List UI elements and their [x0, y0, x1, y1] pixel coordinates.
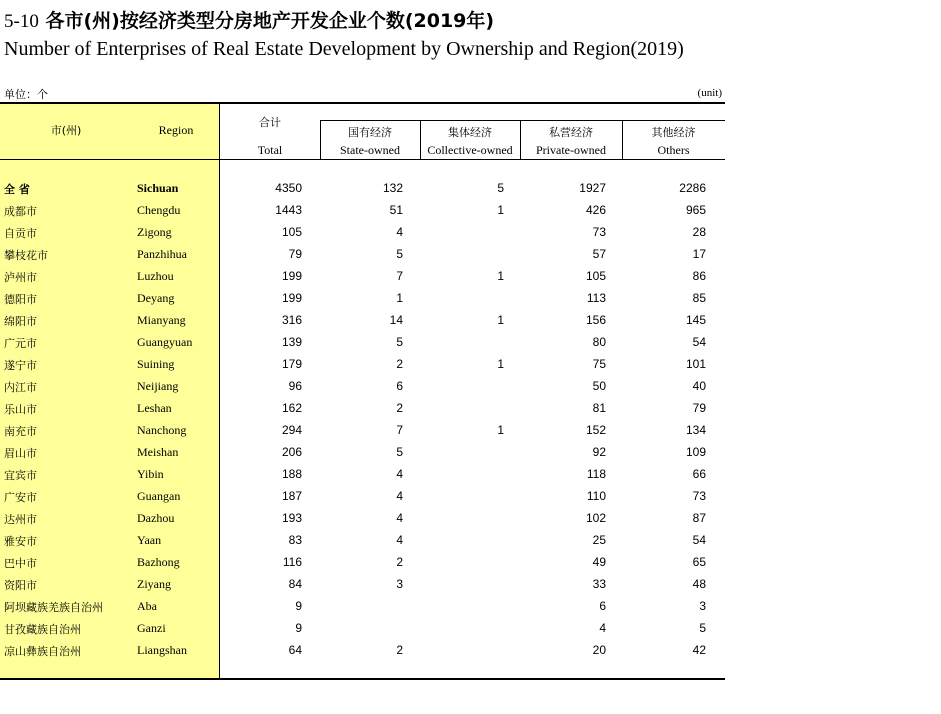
- region-name-en: Meishan: [137, 445, 179, 459]
- header-collective-cn: 集体经济: [448, 126, 492, 139]
- region-name-en: Aba: [137, 599, 157, 613]
- cell-private-owned: 118: [586, 467, 606, 481]
- cell-total: 294: [281, 423, 302, 437]
- header-total-en: Total: [257, 143, 283, 157]
- region-name-en: Ziyang: [137, 577, 171, 591]
- cell-others: 5: [699, 621, 706, 635]
- cell-state-owned: 4: [396, 489, 403, 503]
- region-name-cn: 攀枝花市: [4, 249, 48, 262]
- cell-private-owned: 75: [592, 357, 606, 371]
- cell-state-owned: 1: [396, 291, 403, 305]
- region-name-cn: 泸州市: [4, 271, 37, 284]
- region-name-cn: 达州市: [4, 513, 37, 526]
- cell-private-owned: 426: [585, 203, 606, 217]
- table-row: [0, 331, 725, 353]
- cell-total: 1443: [275, 203, 302, 217]
- region-name-en: Chengdu: [137, 203, 181, 217]
- cell-state-owned: 7: [396, 269, 403, 283]
- unit-label-chinese: 单位：个: [4, 88, 48, 101]
- header-bottom-border: [0, 159, 725, 160]
- table-row: [0, 287, 725, 309]
- cell-private-owned: 92: [592, 445, 606, 459]
- table-row: [0, 199, 725, 221]
- cell-private-owned: 49: [592, 555, 606, 569]
- table-row: [0, 551, 725, 573]
- cell-state-owned: 4: [396, 511, 403, 525]
- cell-collective-owned: 1: [497, 269, 504, 283]
- cell-others: 65: [692, 555, 706, 569]
- table-row: [0, 375, 725, 397]
- table-row: [0, 529, 725, 551]
- cell-total: 96: [288, 379, 302, 393]
- cell-private-owned: 33: [592, 577, 606, 591]
- cell-total: 139: [281, 335, 302, 349]
- cell-total: 9: [295, 599, 302, 613]
- region-name-cn: 雅安市: [4, 535, 37, 548]
- cell-others: 79: [692, 401, 706, 415]
- cell-others: 109: [685, 445, 706, 459]
- cell-state-owned: 14: [389, 313, 403, 327]
- cell-total: 316: [281, 313, 302, 327]
- table-number: 5-10: [4, 11, 39, 32]
- region-name-en: Bazhong: [137, 555, 180, 569]
- data-table: [0, 102, 725, 680]
- cell-others: 48: [692, 577, 706, 591]
- cell-others: 3: [699, 599, 706, 613]
- cell-state-owned: 7: [396, 423, 403, 437]
- cell-private-owned: 80: [592, 335, 606, 349]
- cell-total: 64: [288, 643, 302, 657]
- cell-total: 188: [281, 467, 302, 481]
- region-name-en: Neijiang: [137, 379, 179, 393]
- region-name-en: Yaan: [137, 533, 162, 547]
- cell-state-owned: 3: [396, 577, 403, 591]
- cell-private-owned: 156: [585, 313, 606, 327]
- cell-private-owned: 20: [592, 643, 606, 657]
- table-row: [0, 397, 725, 419]
- cell-state-owned: 5: [396, 445, 403, 459]
- header-collective-en: Collective-owned: [427, 143, 513, 157]
- cell-total: 79: [288, 247, 302, 261]
- cell-others: 965: [685, 203, 706, 217]
- region-name-cn: 自贡市: [4, 227, 37, 240]
- region-name-cn: 宜宾市: [4, 469, 37, 482]
- table-row: [0, 507, 725, 529]
- region-name-cn: 成都市: [4, 205, 37, 218]
- header-total-cn: 合计: [259, 116, 281, 129]
- cell-total: 116: [282, 555, 302, 569]
- region-name-cn: 南充市: [4, 425, 37, 438]
- cell-state-owned: 132: [382, 181, 403, 195]
- cell-others: 134: [685, 423, 706, 437]
- cell-total: 193: [281, 511, 302, 525]
- header-others-cn: 其他经济: [651, 126, 696, 139]
- region-name-cn: 遂宁市: [4, 359, 37, 372]
- region-name-en: Liangshan: [137, 643, 187, 657]
- header-region-cn: 市(州): [50, 124, 82, 137]
- cell-others: 17: [692, 247, 706, 261]
- cell-state-owned: 2: [396, 555, 403, 569]
- cell-total: 105: [281, 225, 302, 239]
- region-name-en: Ganzi: [137, 621, 166, 635]
- cell-total: 187: [281, 489, 302, 503]
- cell-state-owned: 5: [396, 247, 403, 261]
- region-name-cn: 眉山市: [4, 447, 37, 460]
- cell-others: 73: [692, 489, 706, 503]
- page-title-chinese: [4, 6, 494, 33]
- table-row: [0, 221, 725, 243]
- region-name-cn: 广安市: [4, 491, 37, 504]
- cell-others: 42: [692, 643, 706, 657]
- cell-total: 179: [281, 357, 302, 371]
- table-row: [0, 573, 725, 595]
- cell-private-owned: 73: [592, 225, 606, 239]
- cell-others: 145: [685, 313, 706, 327]
- region-name-en: Leshan: [137, 401, 172, 415]
- cell-state-owned: 4: [396, 533, 403, 547]
- region-name-cn: 资阳市: [4, 579, 37, 592]
- cell-private-owned: 110: [586, 489, 606, 503]
- region-name-cn: 广元市: [4, 337, 37, 350]
- cell-private-owned: 102: [585, 511, 606, 525]
- region-name-en: Yibin: [137, 467, 164, 481]
- header-state-cn: 国有经济: [348, 126, 392, 139]
- cell-others: 66: [692, 467, 706, 481]
- cell-private-owned: 81: [592, 401, 606, 415]
- cell-state-owned: 2: [396, 643, 403, 657]
- cell-state-owned: 2: [396, 401, 403, 415]
- cell-total: 9: [295, 621, 302, 635]
- cell-others: 87: [692, 511, 706, 525]
- cell-private-owned: 6: [599, 599, 606, 613]
- table-row: [0, 485, 725, 507]
- cell-collective-owned: 1: [497, 313, 504, 327]
- region-name-en: Mianyang: [137, 313, 186, 327]
- region-name-en: Nanchong: [137, 423, 187, 437]
- region-name-en: Guangan: [137, 489, 181, 503]
- cell-others: 2286: [679, 181, 706, 195]
- cell-collective-owned: 1: [497, 203, 504, 217]
- region-name-en: Sichuan: [137, 181, 179, 195]
- cell-state-owned: 6: [396, 379, 403, 393]
- table-row: [0, 309, 725, 331]
- cell-others: 86: [692, 269, 706, 283]
- table-row: [0, 617, 725, 639]
- table-row: [0, 463, 725, 485]
- region-name-cn: 甘孜藏族自治州: [4, 623, 81, 636]
- table-row: [0, 639, 725, 661]
- region-name-en: Dazhou: [137, 511, 175, 525]
- cell-others: 28: [692, 225, 706, 239]
- cell-state-owned: 5: [396, 335, 403, 349]
- table-row: [0, 353, 725, 375]
- header-region-en: Region: [158, 123, 194, 137]
- region-name-cn: 阿坝藏族羌族自治州: [4, 601, 103, 614]
- table-row: [0, 243, 725, 265]
- table-bottom-border: [0, 678, 725, 680]
- region-name-en: Guangyuan: [137, 335, 193, 349]
- cell-total: 199: [281, 269, 302, 283]
- table-row: [0, 595, 725, 617]
- table-row: [0, 441, 725, 463]
- cell-state-owned: 4: [396, 467, 403, 481]
- header-state-en: State-owned: [340, 143, 400, 157]
- region-name-cn: 凉山彝族自治州: [4, 645, 81, 658]
- header-private-en: Private-owned: [536, 143, 606, 157]
- cell-collective-owned: 1: [497, 423, 504, 437]
- page-title-english: Number of Enterprises of Real Estate Development by Ownership and Region(2019): [4, 38, 684, 60]
- region-name-en: Deyang: [137, 291, 175, 305]
- cell-total: 83: [288, 533, 302, 547]
- cell-private-owned: 25: [592, 533, 606, 547]
- cell-others: 54: [692, 533, 706, 547]
- cell-total: 84: [288, 577, 302, 591]
- cell-private-owned: 105: [585, 269, 606, 283]
- cell-total: 199: [281, 291, 302, 305]
- cell-private-owned: 57: [592, 247, 606, 261]
- table-row: [0, 265, 725, 287]
- region-name-cn: 绵阳市: [4, 315, 37, 328]
- cell-total: 206: [281, 445, 302, 459]
- region-name-en: Panzhihua: [137, 247, 187, 261]
- region-name-cn: 内江市: [4, 381, 37, 394]
- cell-others: 40: [692, 379, 706, 393]
- table-top-border: [0, 102, 725, 104]
- cell-private-owned: 152: [585, 423, 606, 437]
- title-chinese-text: 各市(州)按经济类型分房地产开发企业个数(2019年): [45, 10, 495, 32]
- region-name-en: Zigong: [137, 225, 172, 239]
- cell-private-owned: 4: [599, 621, 606, 635]
- region-name-en: Suining: [137, 357, 175, 371]
- table-row: [0, 419, 725, 441]
- header-private-cn: 私营经济: [549, 126, 593, 139]
- region-name-en: Luzhou: [137, 269, 174, 283]
- cell-state-owned: 51: [389, 203, 403, 217]
- cell-collective-owned: 1: [497, 357, 504, 371]
- cell-others: 101: [685, 357, 706, 371]
- region-name-cn: 乐山市: [4, 403, 37, 416]
- cell-state-owned: 4: [396, 225, 403, 239]
- region-name-cn: 德阳市: [4, 293, 37, 306]
- cell-total: 162: [281, 401, 302, 415]
- cell-private-owned: 50: [592, 379, 606, 393]
- cell-private-owned: 113: [586, 291, 606, 305]
- subheader-top-border: [320, 120, 725, 121]
- cell-others: 54: [692, 335, 706, 349]
- header-others-en: Others: [657, 143, 690, 157]
- cell-collective-owned: 5: [497, 181, 504, 195]
- region-name-cn: 巴中市: [4, 557, 37, 570]
- unit-label-english: (unit): [697, 87, 722, 99]
- cell-total: 4350: [275, 181, 302, 195]
- cell-state-owned: 2: [396, 357, 403, 371]
- cell-others: 85: [692, 291, 706, 305]
- region-name-cn: 全 省: [4, 183, 30, 196]
- table-row: [0, 177, 725, 199]
- cell-private-owned: 1927: [579, 181, 606, 195]
